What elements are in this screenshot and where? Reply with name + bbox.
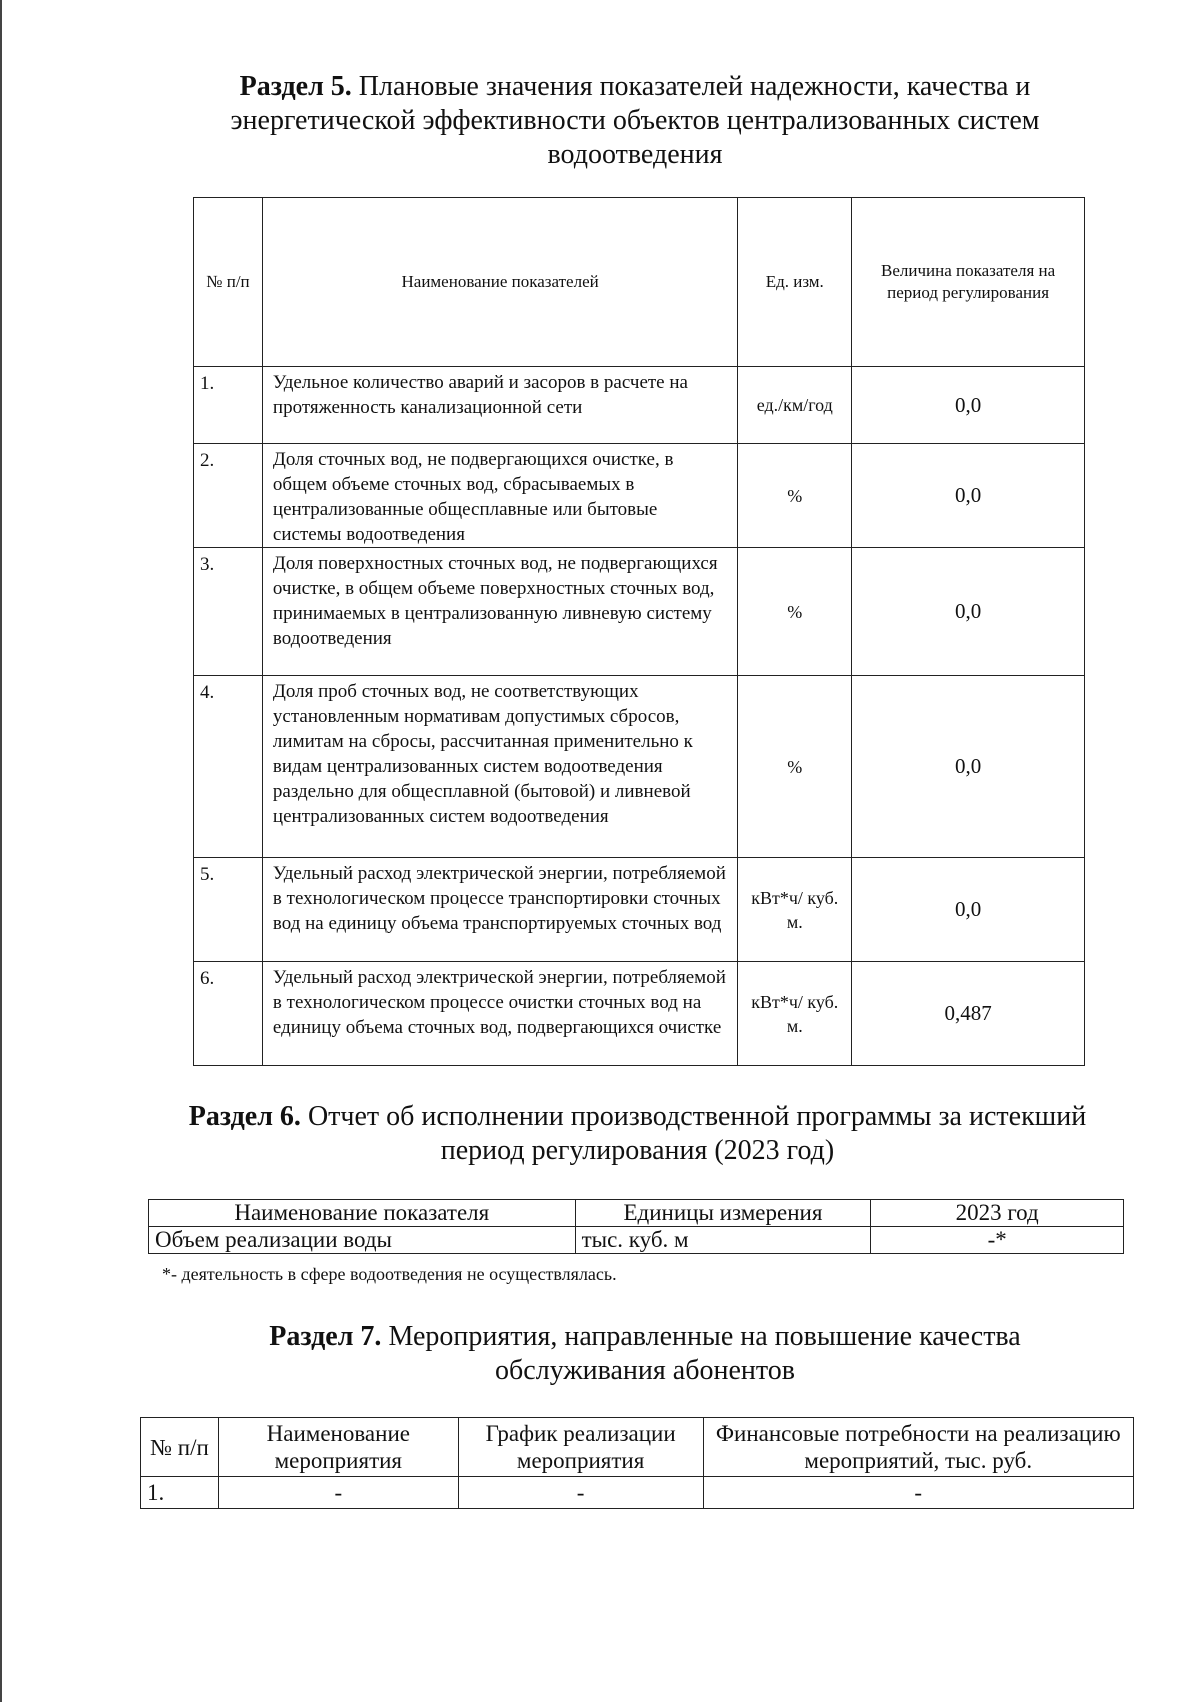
row-name: Доля поверхностных сточных вод, не подвергающихся очистке, в общем объеме поверхностных сточных вод, принимаемых в централизованную ливневую систему водоотведения [262, 548, 737, 676]
section5-heading [180, 70, 1090, 172]
row-unit: % [738, 548, 852, 676]
section5-title-line: водоотведения [547, 139, 723, 170]
row-value: 0,487 [852, 962, 1085, 1066]
section5-title-line: энергетической эффективности объектов централизованных систем [230, 105, 1040, 136]
table-row [194, 676, 1085, 858]
section5-title-line: Плановые значения показателей надежности, качества и [351, 71, 1031, 102]
table-header-row [141, 1418, 1134, 1477]
table-row [194, 367, 1085, 444]
section6-title-line: период регулирования (2023 год) [440, 1135, 835, 1166]
section7-heading [180, 1320, 1110, 1388]
row-name: Объем реализации воды [149, 1227, 576, 1254]
header-value: Величина показателя на период регулирования [852, 198, 1085, 367]
row-num: 1. [141, 1477, 219, 1509]
row-name: Удельный расход электрической энергии, потребляемой в технологическом процессе транспортировки сточных вод на единицу объема транспортируемых сточных вод [262, 858, 737, 962]
header-num: № п/п [141, 1418, 219, 1477]
row-num: 3. [194, 548, 263, 676]
header-unit: Ед. изм. [738, 198, 852, 367]
header-num: № п/п [194, 198, 263, 367]
row-num: 2. [194, 444, 263, 548]
header-finance: Финансовые потребности на реализацию мероприятий, тыс. руб. [703, 1418, 1133, 1477]
row-num: 1. [194, 367, 263, 444]
row-value: 0,0 [852, 858, 1085, 962]
table-row [194, 962, 1085, 1066]
section6-title-line: Отчет об исполнении производственной программы за истекший [300, 1101, 1087, 1132]
table-row [194, 858, 1085, 962]
row-unit: % [738, 676, 852, 858]
row-num: 5. [194, 858, 263, 962]
table-row [141, 1477, 1134, 1509]
header-indicator: Наименование показателя [149, 1200, 576, 1227]
table-header-row [194, 198, 1085, 367]
row-unit: % [738, 444, 852, 548]
section5-prefix: Раздел 5. [239, 71, 352, 102]
row-name: - [218, 1477, 458, 1509]
row-value: 0,0 [852, 676, 1085, 858]
row-unit: кВт*ч/ куб. м. [738, 962, 852, 1066]
row-value: -* [871, 1227, 1124, 1254]
header-name: Наименование мероприятия [218, 1418, 458, 1477]
row-num: 4. [194, 676, 263, 858]
indicators-table [193, 197, 1085, 1066]
table-header-row [149, 1200, 1124, 1227]
row-unit: ед./км/год [738, 367, 852, 444]
row-value: 0,0 [852, 548, 1085, 676]
row-name: Удельный расход электрической энергии, потребляемой в технологическом процессе очистки сточных вод на единицу объема сточных вод, подвергающихся очистке [262, 962, 737, 1066]
row-unit: тыс. куб. м [575, 1227, 871, 1254]
section7-prefix: Раздел 7. [269, 1321, 382, 1352]
section7-title-line: Мероприятия, направленные на повышение качества [381, 1321, 1021, 1352]
row-unit: кВт*ч/ куб. м. [738, 858, 852, 962]
row-value: 0,0 [852, 367, 1085, 444]
header-name: Наименование показателей [262, 198, 737, 367]
table-row [149, 1227, 1124, 1254]
table-row [194, 548, 1085, 676]
report-table [148, 1199, 1124, 1254]
row-name: Доля сточных вод, не подвергающихся очистке, в общем объеме сточных вод, сбрасываемых в централизованные общесплавные или бытовые системы водоотведения [262, 444, 737, 548]
page-edge [0, 0, 2, 1702]
section6-heading [150, 1100, 1125, 1168]
measures-table [140, 1417, 1134, 1509]
header-unit: Единицы измерения [575, 1200, 871, 1227]
row-num: 6. [194, 962, 263, 1066]
row-finance: - [703, 1477, 1133, 1509]
row-value: 0,0 [852, 444, 1085, 548]
section6-prefix: Раздел 6. [188, 1101, 301, 1132]
row-name: Доля проб сточных вод, не соответствующих установленным нормативам допустимых сбросов, лимитам на сбросы, рассчитанная применительно к видам централизованных систем водоотведения раздельно для общесплавной (бытовой) и ливневой централизованных систем водоотведения [262, 676, 737, 858]
row-schedule: - [458, 1477, 703, 1509]
header-year: 2023 год [871, 1200, 1124, 1227]
table-row [194, 444, 1085, 548]
header-schedule: График реализации мероприятия [458, 1418, 703, 1477]
section7-title-line: обслуживания абонентов [495, 1355, 795, 1386]
row-name: Удельное количество аварий и засоров в расчете на протяженность канализационной сети [262, 367, 737, 444]
footnote: *- деятельность в сфере водоотведения не осуществлялась. [162, 1264, 617, 1284]
